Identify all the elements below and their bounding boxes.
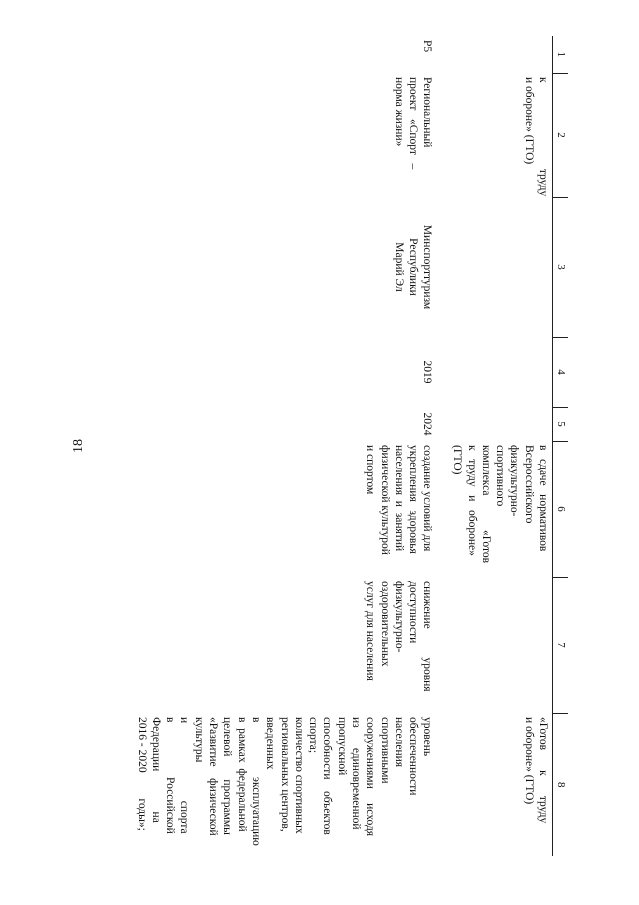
header-cell-6: 6 (553, 441, 569, 577)
indicator-cell (132, 713, 436, 856)
text-line: Минспорттуризм (421, 224, 434, 310)
table-row (132, 36, 436, 856)
text-line: и спорта (178, 717, 191, 834)
text-line: региональных центров, (278, 717, 291, 832)
header-cell-8: 8 (553, 713, 569, 856)
header-cell-1: 1 (553, 36, 569, 73)
continued-risk-cell (437, 577, 553, 713)
text-line: Республики (407, 238, 420, 296)
text-line: «Готов к труду (537, 717, 549, 824)
text-line: в эксплуатацию (249, 717, 262, 846)
text-line: создание условий для (421, 445, 434, 552)
text-line: сооружениями исходя (364, 717, 377, 837)
text-line: пропускной (335, 717, 348, 776)
end-year-cell: 2024 (421, 412, 434, 436)
text-line: в Российской (164, 717, 177, 834)
text-line: и обороне» (ГТО) (522, 717, 535, 805)
continued-project-cell (437, 73, 553, 197)
consequence-cell (132, 441, 436, 577)
text-line: комплекса «Готов (479, 445, 492, 563)
header-cell-4: 4 (553, 337, 569, 407)
text-line: услуг для населения (364, 581, 377, 681)
header-cell-3: 3 (553, 197, 569, 337)
executor-cell (132, 197, 436, 337)
text-line: физической культурой (378, 445, 391, 555)
text-line: и спортом (364, 445, 377, 495)
rotated-table-container (100, 36, 568, 856)
text-line: Федерации на (149, 717, 162, 823)
text-line: укрепления здоровья (407, 445, 420, 554)
row-id-cell: Р5 (421, 40, 434, 53)
text-line: к труду (537, 77, 549, 197)
risk-cell (132, 577, 436, 713)
header-cell-7: 7 (553, 577, 569, 713)
text-line: населения и занятий (392, 445, 405, 552)
page-number: 18 (71, 439, 86, 453)
text-line: введенных (264, 717, 277, 770)
text-line: в рамках федеральной (235, 717, 248, 832)
text-line: количество спортивных (292, 717, 305, 834)
text-line: в сдаче нормативов (537, 445, 549, 552)
text-line: к труду и обороне» (465, 445, 478, 556)
text-line: проект «Спорт – (407, 77, 420, 170)
start-year-cell: 2019 (421, 360, 434, 384)
text-line: «Развитие физической (207, 717, 220, 836)
program-table (132, 36, 568, 856)
text-line: Марий Эл (392, 242, 405, 292)
continued-end-cell (437, 407, 553, 441)
text-line: физкультурно- (392, 581, 405, 653)
text-line: физкультурно- (508, 445, 521, 517)
text-line: из единовременной (350, 717, 363, 830)
continued-consequence-cell (437, 441, 553, 577)
continued-start-cell (437, 337, 553, 407)
header-row (553, 36, 569, 856)
text-line: 2016 - 2020 годы»; (135, 717, 148, 831)
continued-indicator-cell (437, 713, 553, 856)
text-line: оздоровительных (378, 581, 391, 667)
text-line: целевой программы (221, 717, 234, 835)
text-line: Всероссийского (522, 445, 535, 524)
header-cell-5: 5 (553, 407, 569, 441)
text-line: норма жизни» (392, 77, 405, 147)
text-line: (ГТО) (451, 445, 464, 475)
text-line: уровень (421, 717, 434, 757)
text-line: снижение уровня (421, 581, 434, 692)
continued-row (437, 36, 553, 856)
continued-id-cell (437, 36, 553, 73)
text-line: и обороне» (ГТО) (522, 77, 535, 165)
text-line: доступности (407, 581, 420, 644)
text-line: культуры (192, 717, 205, 763)
project-name-cell (132, 73, 436, 197)
text-line: спортивного (494, 445, 507, 507)
text-line: обеспеченности (407, 717, 420, 796)
text-line: Региональный (421, 77, 434, 148)
text-line: спортивными (378, 717, 391, 784)
continued-executor-cell (437, 197, 553, 337)
text-line: способности объектов (321, 717, 334, 835)
text-line: спорта; (307, 717, 320, 754)
text-line: населения (392, 717, 405, 768)
header-cell-2: 2 (553, 73, 569, 197)
